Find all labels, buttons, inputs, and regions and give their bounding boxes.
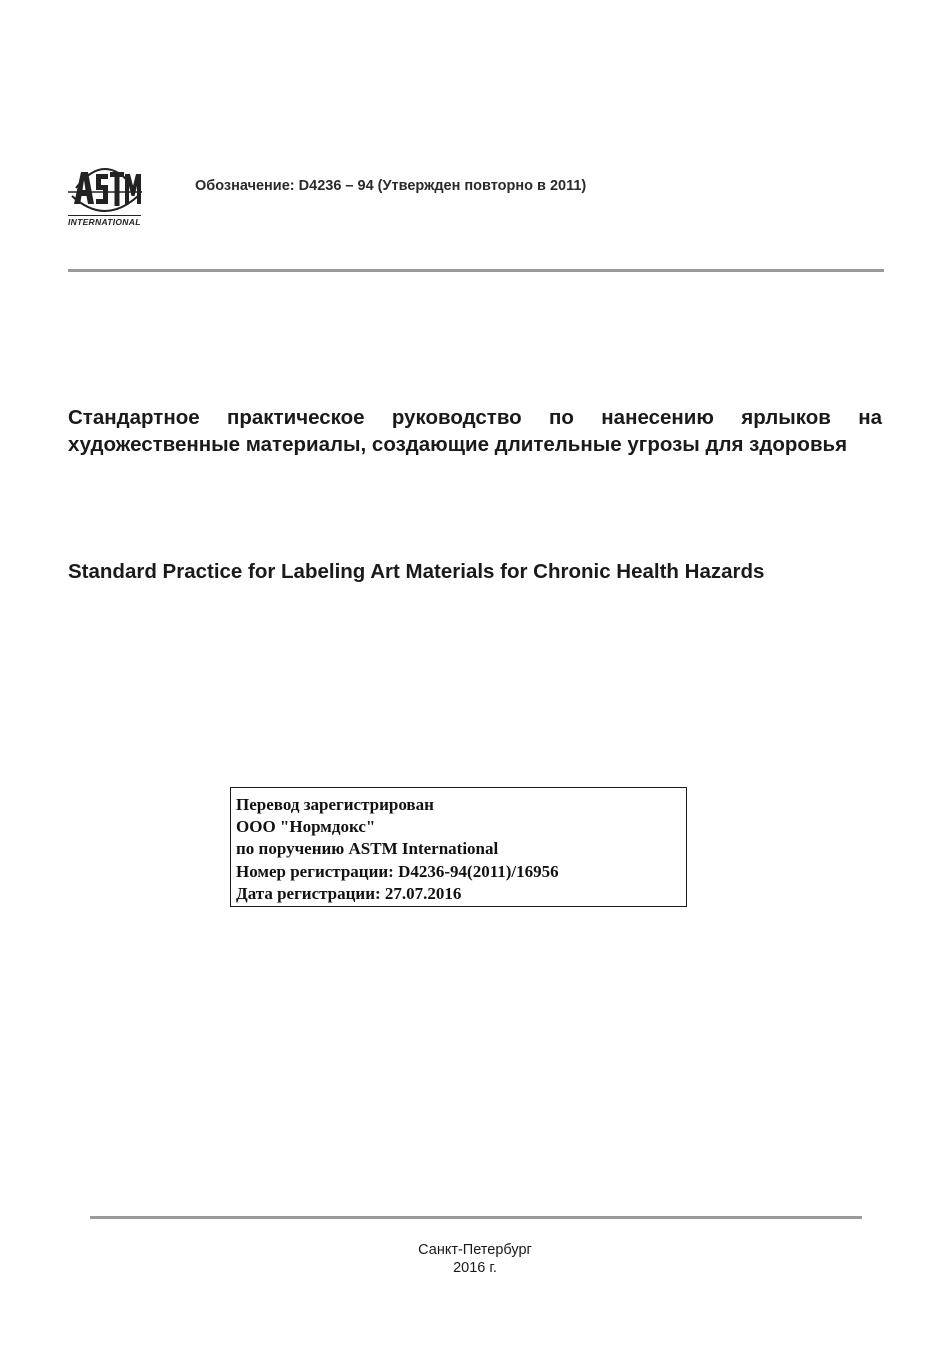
designation-label: Обозначение: (195, 178, 295, 194)
title-english: Standard Practice for Labeling Art Materials for Chronic Health Hazards (68, 560, 765, 583)
registration-line-1: Перевод зарегистрирован (236, 795, 434, 814)
designation (195, 178, 586, 194)
footer-city: Санкт-Петербург (418, 1242, 532, 1258)
top-divider (68, 269, 884, 272)
title-russian: Стандартное практическое руководство по нанесению ярлыков на художественные материалы, создающие длительные угрозы для здоровья (68, 406, 882, 456)
designation-value: D4236 – 94 (Утвержден повторно в 2011) (298, 178, 587, 194)
footer (0, 1241, 950, 1277)
registration-box (230, 787, 687, 907)
registration-date: Дата регистрации: 27.07.2016 (236, 883, 462, 903)
registration-number: Номер регистрации: D4236-94(2011)/16956 (236, 861, 559, 881)
registration-line-3: по поручению ASTM International (236, 839, 499, 859)
logo-subtext: INTERNATIONAL (68, 217, 141, 227)
astm-logo (66, 158, 144, 228)
bottom-divider (90, 1216, 862, 1219)
footer-year: 2016 г. (453, 1260, 497, 1276)
registration-line-2: ООО "Нормдокс" (236, 817, 376, 837)
